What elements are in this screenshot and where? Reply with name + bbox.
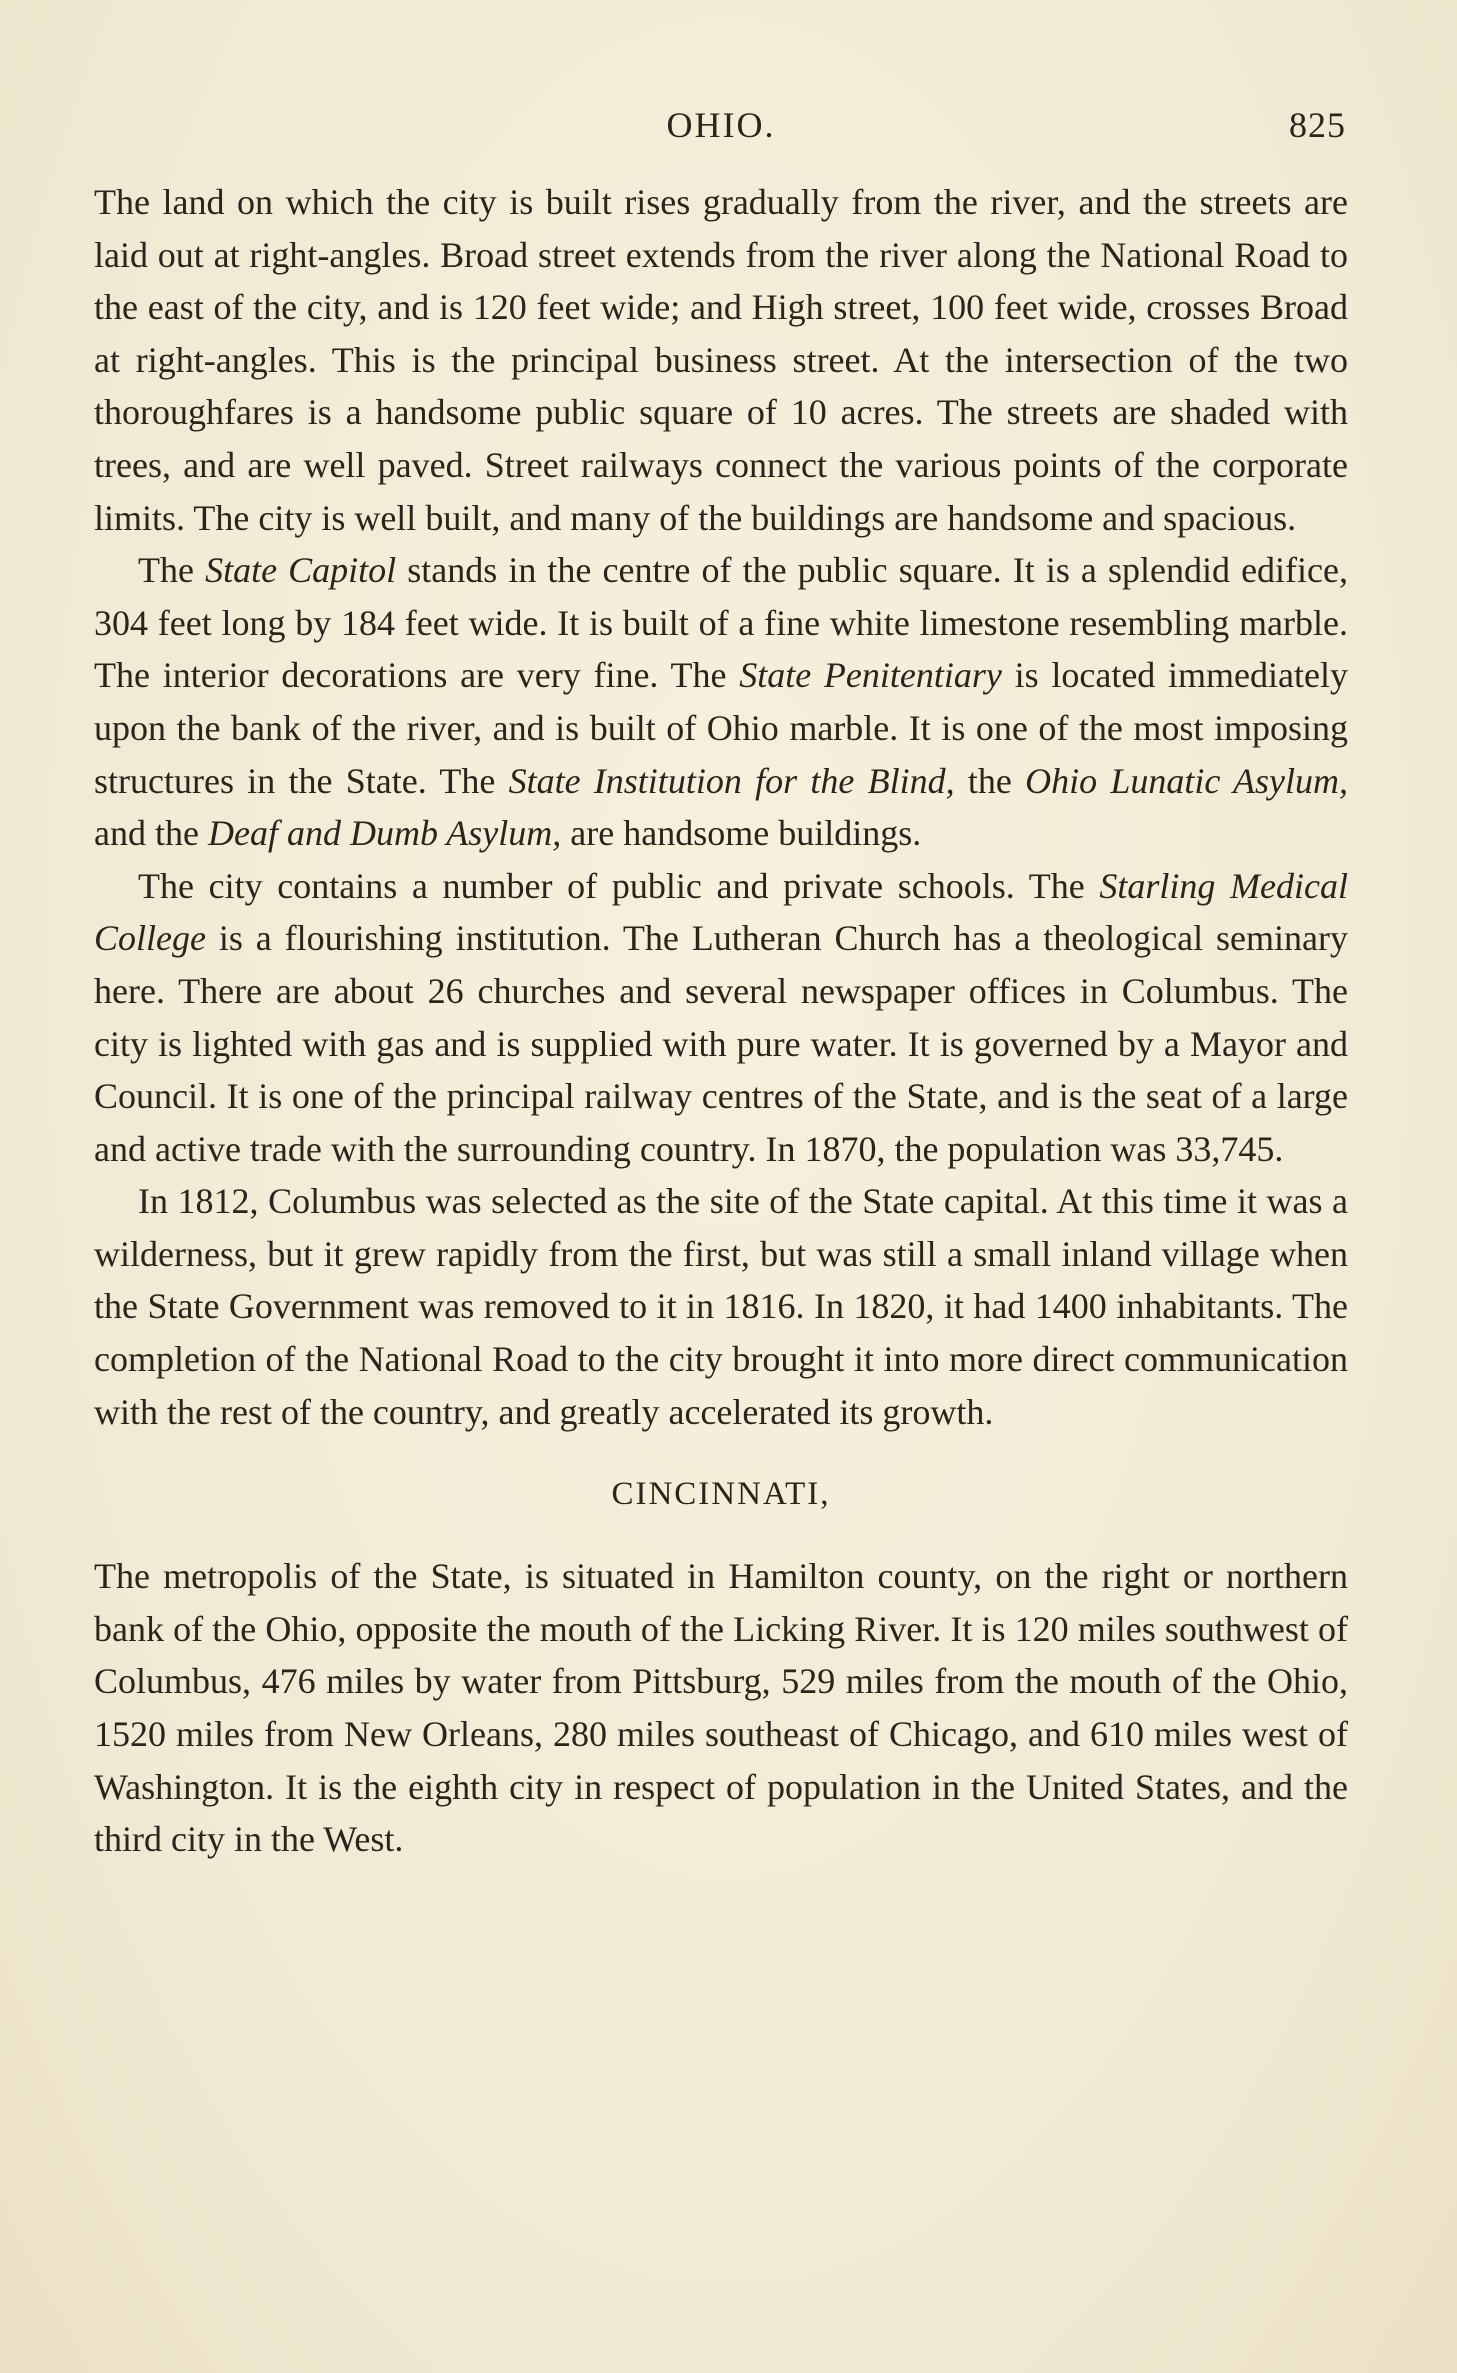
text-run: is located immediately upon the bank of the river, and is built of Ohio marble. It is one of the most imposing structures in the State. The (94, 655, 1348, 801)
text-run: the (954, 760, 1026, 801)
page-header (96, 104, 1346, 152)
text-run: and the (94, 813, 208, 854)
italic-term-state-penitentiary: State Penitentiary (739, 655, 1002, 696)
italic-term-lunatic-asylum: Ohio Lunatic Asylum, (1025, 760, 1348, 801)
paragraph-state-buildings (94, 544, 1348, 860)
paragraph-text: In 1812, Columbus was selected as the site of the State capital. At this time it was a wilderness, but it grew rapidly from the first, but was still a small inland village when the State Government was removed to it in 1816. In 1820, it had 1400 inhabitants. The completion of the National Road to the city brought it into more direct communication with the rest of the country, and greatly accelerated its growth. (94, 1181, 1348, 1432)
text-run: The (138, 550, 206, 591)
paragraph-text: The metropolis of the State, is situated in Hamilton county, on the right or northern bank of the Ohio, opposite the mouth of the Licking River. It is 120 miles southwest of Columbus, 476 miles by water from Pittsburg, 529 miles from the mouth of the Ohio, 1520 miles from New Orleans, 280 miles southeast of Chicago, and 610 miles west of Washington. It is the eighth city in respect of population in the United States, and the third city in the West. (94, 1556, 1348, 1860)
paragraph-text: The land on which the city is built rises gradually from the river, and the streets are laid out at right-angles. Broad street extends from the river along the National Road to the east of the city, and is 120 feet wide; and High street, 100 feet wide, crosses Broad at right-angles. This is the principal business street. At the intersection of the two thoroughfares is a handsome public square of 10 acres. The streets are shaded with trees, and are well paved. Street railways connect the various points of the corporate limits. The city is well built, and many of the buildings are handsome and spacious. (94, 182, 1348, 538)
italic-term-starling-college: Starling Medical College (94, 865, 1349, 959)
paragraph-history (94, 1175, 1348, 1438)
italic-term-deaf-dumb-asylum: Deaf and Dumb Asylum, (207, 813, 562, 854)
text-run: is a flourishing institution. The Lutheran Church has a theological seminary here. There are about 26 churches and several newspaper offices in Columbus. The city is lighted with gas and is supplied with pure water. It is governed by a Mayor and Council. It is one of the principal railway centres of the State, and is the seat of a large and active trade with the surrounding country. In 1870, the population was 33,745. (94, 918, 1348, 1169)
paragraph-columbus-streets (94, 176, 1348, 544)
running-head: OHIO. (666, 105, 776, 145)
paragraph-schools (94, 860, 1348, 1176)
section-heading-cincinnati: CINCINNATI, (611, 1476, 831, 1513)
italic-term-institution-blind: State Institution for the Blind, (508, 760, 955, 801)
page-number: 825 (1289, 105, 1346, 145)
text-run: stands in the centre of the public square. It is a splendid edifice, 304 feet long by 184 feet wide. It is built of a fine white limestone resembling marble. The interior decorations are very fine. The (94, 550, 1349, 696)
paragraph-cincinnati (94, 1550, 1348, 1866)
text-run: are handsome buildings. (561, 813, 922, 854)
text-run: The city contains a number of public and private schools. The (138, 865, 1100, 906)
body-text (94, 176, 1348, 1866)
italic-term-state-capitol: State Capitol (205, 550, 397, 591)
